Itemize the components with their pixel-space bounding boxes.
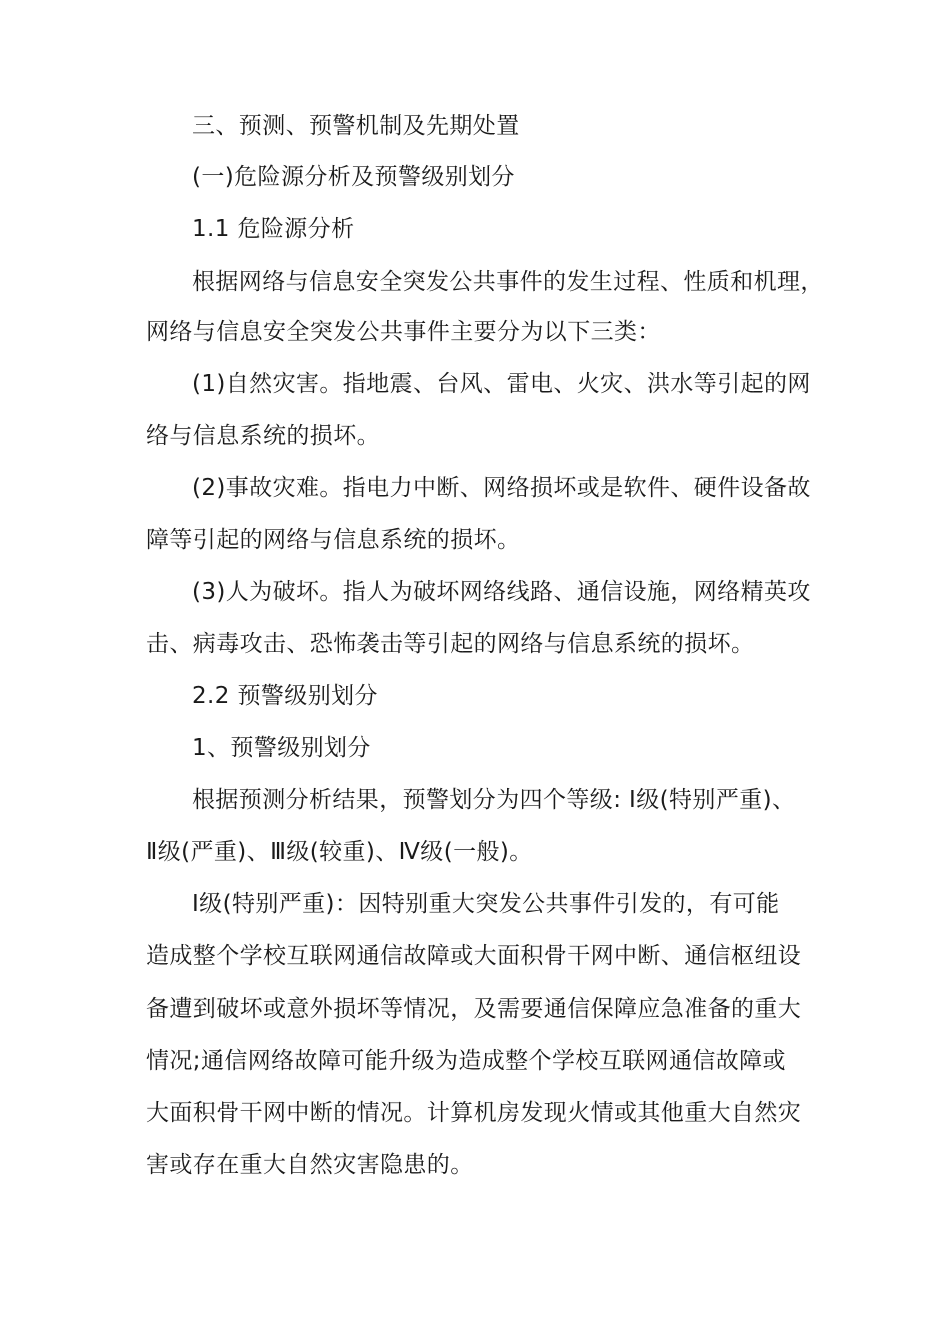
paragraph-line: (2)事故灾难。指电力中断、网络损坏或是软件、硬件设备故: [192, 475, 811, 501]
paragraph-line: 大面积骨干网中断的情况。计算机房发现火情或其他重大自然灾: [146, 1100, 802, 1126]
subsection-heading: 1.1 危险源分析: [192, 216, 355, 242]
paragraph-line: 络与信息系统的损坏。: [146, 423, 380, 449]
paragraph-line: 造成整个学校互联网通信故障或大面积骨干网中断、通信枢纽设: [146, 943, 802, 969]
paragraph-line: (3)人为破坏。指人为破坏网络线路、通信设施，网络精英攻: [192, 579, 811, 605]
paragraph-line: 情况;通信网络故障可能升级为造成整个学校互联网通信故障或: [146, 1048, 786, 1074]
paragraph-line: 备遭到破坏或意外损坏等情况，及需要通信保障应急准备的重大: [146, 996, 802, 1022]
paragraph-line: 根据网络与信息安全突发公共事件的发生过程、性质和机理，: [192, 269, 824, 295]
paragraph-line: 网络与信息安全突发公共事件主要分为以下三类：: [146, 319, 661, 345]
paragraph-line: 根据预测分析结果，预警划分为四个等级: Ⅰ级(特别严重)、: [192, 787, 796, 813]
paragraph-line: Ⅰ级(特别严重)：因特别重大突发公共事件引发的，有可能: [192, 891, 780, 917]
paragraph-line: Ⅱ级(严重)、Ⅲ级(较重)、Ⅳ级(一般)。: [146, 839, 533, 865]
paragraph-line: 击、病毒攻击、恐怖袭击等引起的网络与信息系统的损坏。: [146, 631, 755, 657]
section-heading: 三、预测、预警机制及先期处置: [192, 113, 520, 139]
paragraph-line: 障等引起的网络与信息系统的损坏。: [146, 527, 521, 553]
subsection-heading: 2.2 预警级别划分: [192, 683, 378, 709]
paragraph-line: (1)自然灾害。指地震、台风、雷电、火灾、洪水等引起的网: [192, 371, 811, 397]
paragraph-line: 害或存在重大自然灾害隐患的。: [146, 1152, 474, 1178]
subsection-heading: (一)危险源分析及预警级别划分: [192, 164, 515, 190]
subsection-heading: 1、预警级别划分: [192, 735, 371, 761]
